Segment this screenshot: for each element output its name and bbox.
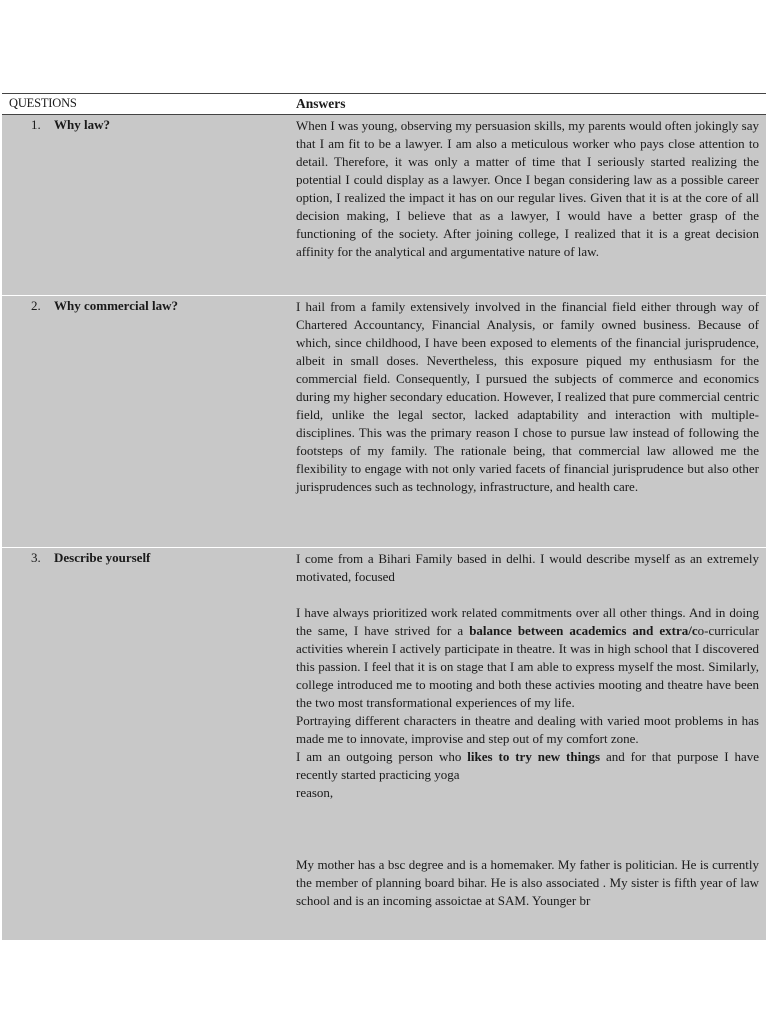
answer-text: When I was young, observing my persuasion skills, my parents would often jokingly say that I am fit to be a lawyer. I am also a meticulous worker who pays close attention to detail. Therefore, it was only a matter of time that I seriously started realizing the potential I could display as a lawyer. Once I began considering law as a possible career option, I realized the impact it has on our regular lives. Given that it is at the core of all decision making, I believe that as a lawyer, I would have a better grasp of the functioning of the society. After joining college, I realized that it is a great decision affinity for the analytical and argumentative nature of law. <box>296 118 759 259</box>
question-text: Why law? <box>54 117 110 132</box>
table-row <box>2 115 766 295</box>
question-number: 1. <box>31 117 41 132</box>
answer-paragraph: My mother has a bsc degree and is a homemaker. My father is politician. He is currently the member of planning board bihar. He is also associated . My sister is fifth year of law school and is an incoming assoictae at SAM. Younger br <box>296 857 759 908</box>
answer-text: I hail from a family extensively involved in the financial field either through way of Chartered Accountancy, Financial Analysis, or family owned business. Because of which, since childhood, I have been exposed to elements of the financial jurisprudence, albeit in small doses. Nevertheless, this exposure piqued my enthusiasm for the commercial field. Consequently, I pursued the subjects of commerce and economics during my higher secondary education. However, I realized that pure commercial centric field, unlike the legal sector, lacked adaptability and interaction with multiple-disciplines. This was the primary reason I chose to pursue law instead of following the footsteps of my family. The rationale being, that commercial law allowed me the flexibility to engage with not only varied facets of financial jurisprudence but also other jurisprudences such as technology, infrastructure, and health care. <box>296 299 759 494</box>
answers-column-header: Answers <box>296 96 346 111</box>
table-header-row <box>2 93 766 115</box>
qa-table <box>2 93 766 940</box>
questions-column-header: QUESTIONS <box>9 96 77 110</box>
answer-paragraph <box>296 604 759 712</box>
answer-cell <box>296 117 759 261</box>
question-number: 2. <box>31 298 41 313</box>
table-row <box>2 548 766 940</box>
question-text: Why commercial law? <box>54 298 178 313</box>
question-text: Describe yourself <box>54 550 151 565</box>
answer-paragraph: Portraying different characters in theatre and dealing with varied moot problems in has made me to innovate, improvise and step out of my comfort zone. <box>296 713 759 746</box>
answer-paragraph <box>296 748 759 784</box>
question-number: 3. <box>31 550 41 565</box>
paragraph-spacer <box>296 802 759 856</box>
table-row <box>2 296 766 547</box>
answer-cell <box>296 298 759 496</box>
answer-text: o-curricular activities wherein I actively participate in theatre. It was in high school that I discovered this passion. I feel that it is on stage that I am able to express myself the most. Similarly, college introduced me to mooting and both these activies mooting and theatre have been the two most transformational experiences of my life. <box>296 623 759 710</box>
paragraph-spacer <box>296 586 759 604</box>
answer-text: and for that purpose I have recently started practicing yoga <box>296 749 759 782</box>
answer-text: I am an outgoing person who <box>296 749 468 764</box>
answer-cell <box>296 550 759 910</box>
answer-text: I have always prioritized work related commitments over all other things. And in doing the same, I have strived for a <box>296 605 759 638</box>
answer-paragraph: I come from a Bihari Family based in delhi. I would describe myself as an extremely motivated, focused <box>296 551 759 584</box>
answer-emphasis: likes to try new things <box>467 749 601 764</box>
answer-paragraph: reason, <box>296 785 334 800</box>
answer-emphasis: balance between academics and extra/c <box>469 623 698 638</box>
